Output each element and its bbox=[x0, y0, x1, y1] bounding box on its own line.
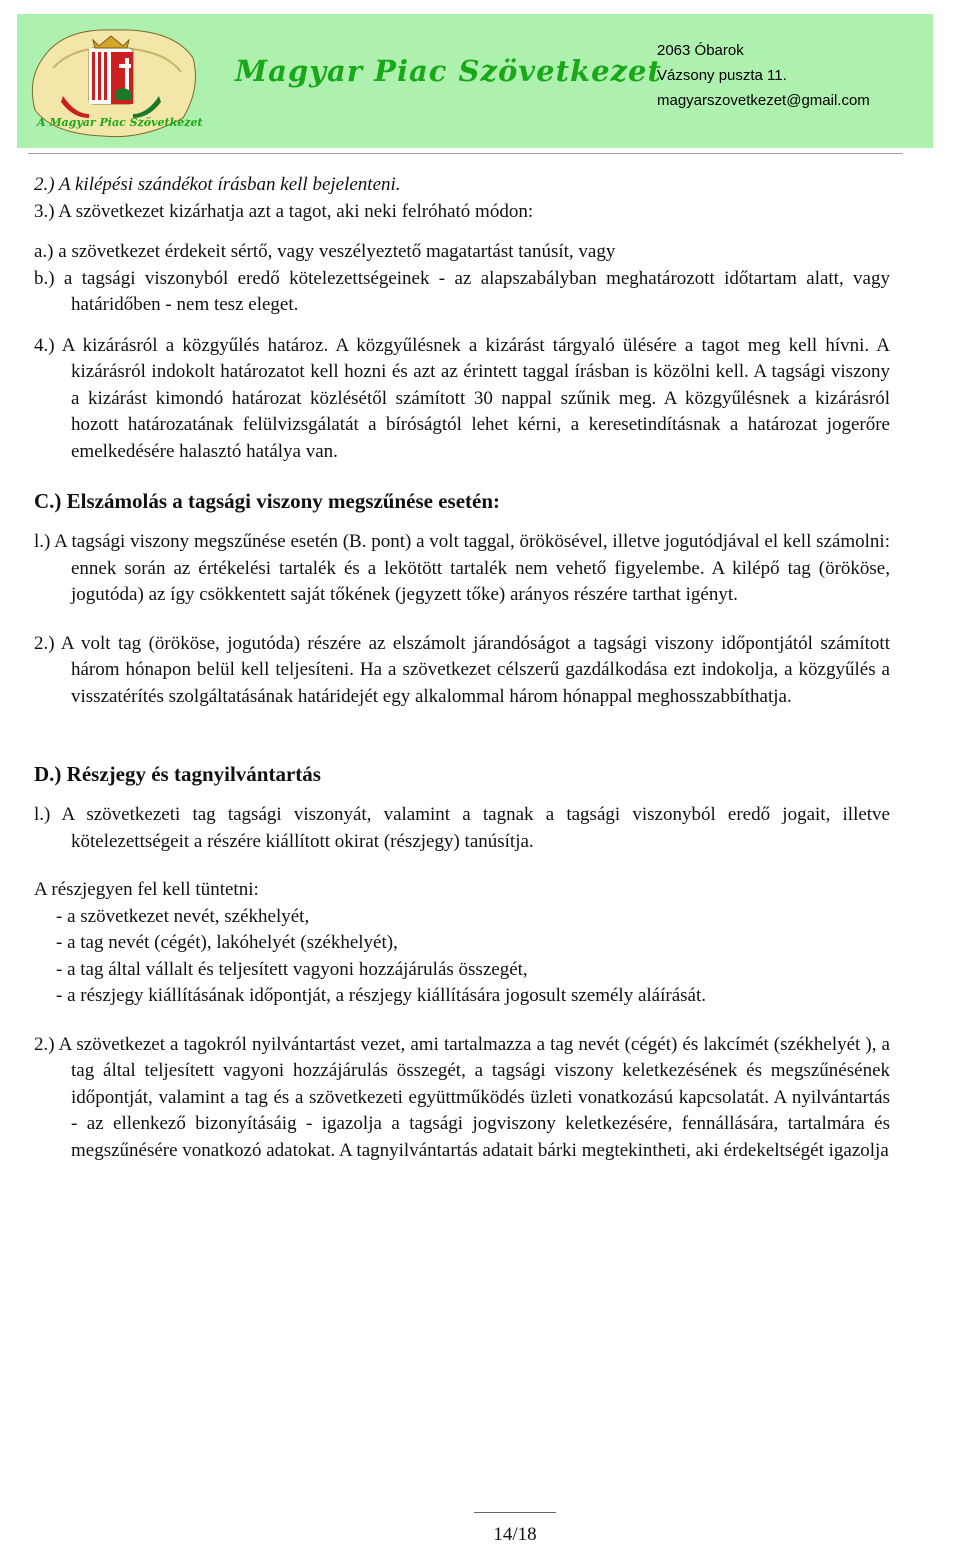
paragraph-c-1: l.) A tagsági viszony megszűnése esetén (B. pont) a volt taggal, örökösével, illetve jogutódjával el kell számolni: ennek során az értékelési tartalék és a lekötött tartalék nem vehető figyelembe. A kilépő tag (örököse, jogutóda) az így csökkentett saját tőkének (jegyzett tőke) arányos részére tarthat igényt. bbox=[34, 531, 890, 605]
letterhead bbox=[17, 14, 933, 148]
section-heading-c: C.) Elszámolás a tagsági viszony megszűnése esetén: bbox=[34, 489, 501, 513]
page-number: 14/18 bbox=[493, 1524, 537, 1545]
list-intro: A részjegyen fel kell tüntetni: bbox=[34, 879, 259, 900]
address-line-1: 2063 Óbarok bbox=[657, 42, 744, 59]
paragraph-2: 2.) A kilépési szándékot írásban kell bejelenteni. bbox=[34, 174, 401, 195]
cooperative-logo bbox=[23, 18, 203, 142]
paragraph-a: a.) a szövetkezet érdekeit sértő, vagy veszélyeztető magatartást tanúsít, vagy bbox=[34, 241, 616, 262]
list-item: - a részjegy kiállításának időpontját, a részjegy kiállítására jogosult személy aláírását. bbox=[56, 985, 706, 1006]
paragraph-4-lead: 4.) A kizárásról a közgyűlés határoz. bbox=[34, 334, 329, 356]
email-address[interactable]: magyarszovetkezet@gmail.com bbox=[657, 92, 870, 109]
paragraph-b: b.) a tagsági viszonyból eredő kötelezettségeinek - az alapszabályban meghatározott időtartam alatt, vagy határidőben - nem tesz eleget. bbox=[34, 267, 890, 315]
paragraph-d-2: 2.) A szövetkezet a tagokról nyilvántartást vezet, ami tartalmazza a tag nevét (cégét) és lakcímét (székhelyét ), a tag által teljesített vagyoni hozzájárulás összegét, a tagsági viszony keletkezésének és megszűnésének időpontját, valamint a tag és a szövetkezeti együttműködés üzleti vonatkozású kapcsolatát. A nyilvántartás - az ellenkező bizonyításáig - igazolja a tagsági jogviszony keletkezésére, fennállására, tartalmára és megszűnésére vonatkozó adatokat. A tagnyilvántartás adatait bárki megtekintheti, aki érdekeltségét igazolja bbox=[34, 1033, 890, 1161]
header-divider bbox=[28, 153, 903, 154]
paragraph-4-body: A közgyűlésnek a kizárást tárgyaló ülésére a tagot meg kell hívni. A kizárásról indokolt határozatot kell hozni és azt az érintett taggal írásban is közölni kell. A tagsági viszony a kizárást kimondó határozat közlésétől számított 30 nappal szűnik meg. A közgyűlésnek a kizárásról hozott határozatának felülvizsgálatát a bíróságtól lehet kérni, a keresetindításnak a határozat jogerőre emelkedésére halasztó hatálya van. bbox=[71, 334, 891, 462]
paragraph-3: 3.) A szövetkezet kizárhatja azt a tagot, aki neki felróható módon: bbox=[34, 200, 534, 222]
list-item: - a tag nevét (cégét), lakóhelyét (székhelyét), bbox=[56, 932, 398, 953]
paragraph-4 bbox=[34, 333, 890, 466]
brand-name: Magyar Piac Szövetkezet bbox=[235, 54, 662, 88]
document-body bbox=[34, 172, 890, 1164]
paragraph-c-2: 2.) A volt tag (örököse, jogutóda) részére az elszámolt járandóságot a tagsági viszony időpontjától számított három hónapon belül kell teljesíteni. Ha a szövetkezet célszerű gazdálkodása ezt indokolja, a közgyűlés a visszatérítés szolgáltatásának határidejét egy alkalommal három hónappal meghosszabbíthatja. bbox=[34, 632, 890, 707]
footer-divider bbox=[474, 1512, 556, 1513]
logo-caption: A Magyar Piac Szövetkezet bbox=[37, 116, 203, 129]
paragraph-d-1: l.) A szövetkezeti tag tagsági viszonyát, valamint a tagnak a tagsági viszonyból eredő jogait, illetve kötelezettségeit a részére kiállított okirat (részjegy) tanúsítja. bbox=[34, 804, 890, 852]
requirements-list bbox=[34, 904, 890, 1010]
list-item: - a tag által vállalt és teljesített vagyoni hozzájárulás összegét, bbox=[56, 958, 528, 980]
list-item: - a szövetkezet nevét, székhelyét, bbox=[56, 905, 310, 927]
address-line-2: Vázsony puszta 11. bbox=[657, 67, 787, 84]
contact-block bbox=[657, 38, 870, 113]
section-heading-d: D.) Részjegy és tagnyilvántartás bbox=[34, 762, 321, 786]
